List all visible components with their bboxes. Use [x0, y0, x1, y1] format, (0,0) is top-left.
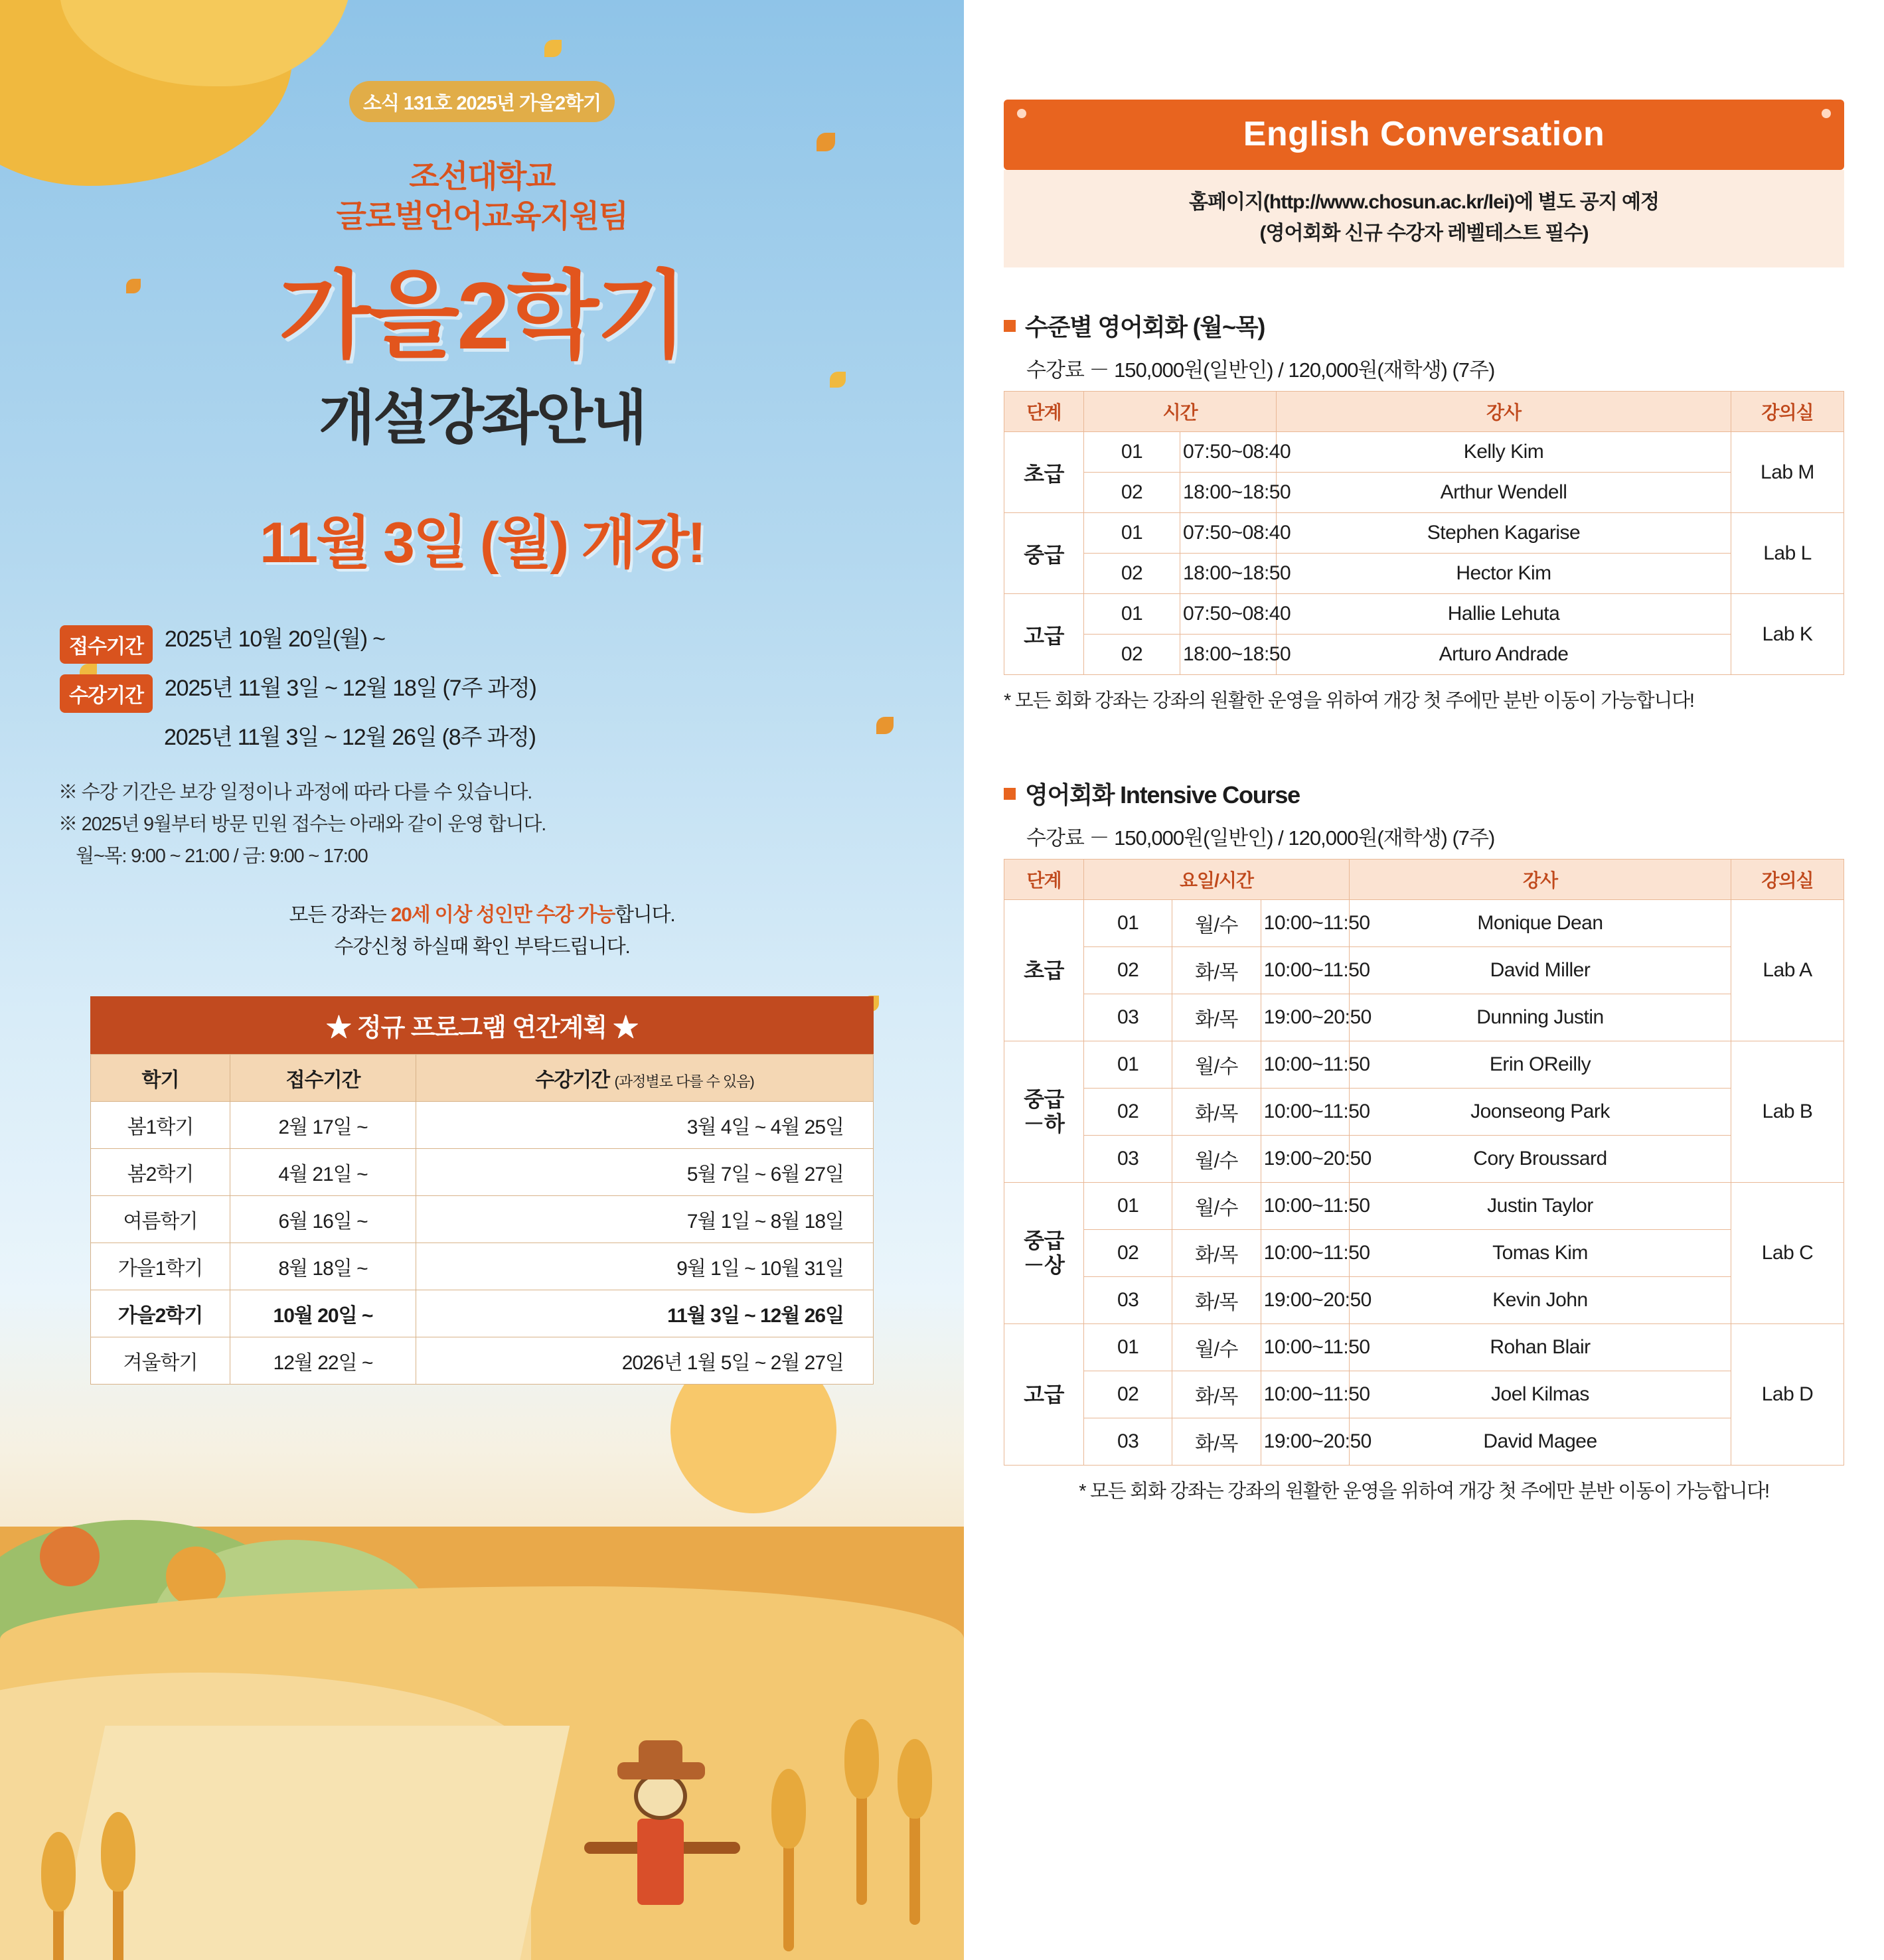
- teacher-cell: Arturo Andrade: [1277, 635, 1731, 675]
- small-tree-icon: [40, 1527, 100, 1586]
- table-row: [1004, 1089, 1844, 1136]
- annual-cell-apply: 12월 22일 ~: [230, 1337, 416, 1384]
- class-number-cell: 01: [1084, 1041, 1172, 1089]
- organization-name: [0, 157, 964, 236]
- days-cell: 화/목: [1172, 947, 1261, 994]
- section1-fee: 수강료 － 150,000원(일반인) / 120,000원(재학생) (7주): [1026, 358, 1495, 382]
- section1-table: [1004, 391, 1844, 675]
- level-cell: 초급: [1004, 432, 1084, 513]
- days-cell: 월/수: [1172, 1041, 1261, 1089]
- room-cell: Lab B: [1731, 1041, 1844, 1183]
- section1-title-label: 수준별 영어회화 (월~목): [1025, 313, 1265, 340]
- annual-table-header-row: [91, 1054, 874, 1101]
- days-cell: 화/목: [1172, 1418, 1261, 1466]
- pin-left-icon: [1017, 109, 1026, 118]
- table-row: [1004, 432, 1844, 473]
- section2-title-label: 영어회화 Intensive Course: [1025, 781, 1300, 808]
- org-line-2: 글로벌언어교육지원팀: [336, 198, 628, 234]
- class-number-cell: 03: [1084, 1418, 1172, 1466]
- annual-cell-apply: 2월 17일 ~: [230, 1101, 416, 1148]
- table-row: [1004, 594, 1844, 635]
- section1-header-row: [1004, 392, 1844, 432]
- note-line-2: ※ 2025년 9월부터 방문 민원 접수는 아래와 같이 운영 합니다.: [58, 814, 546, 836]
- class-number-cell: 02: [1084, 1371, 1172, 1418]
- page-subtitle: 개설강좌안내: [318, 385, 646, 451]
- section1-footnote: * 모든 회화 강좌는 강좌의 원활한 운영을 위하여 개강 첫 주에만 분반 이동이 가능합니다!: [1004, 690, 1694, 712]
- teacher-cell: Arthur Wendell: [1277, 473, 1731, 513]
- level-cell-line: －상: [1023, 1253, 1065, 1277]
- teacher-cell: Stephen Kagarise: [1277, 513, 1731, 554]
- notice-line-1: 홈페이지(http://www.chosun.ac.kr/lei)에 별도 공지 예정: [1188, 191, 1660, 213]
- application-period-tag: 접수기간: [60, 625, 153, 664]
- section2-fee: 수강료 － 150,000원(일반인) / 120,000원(재학생) (7주): [1026, 826, 1495, 850]
- room-cell: Lab K: [1731, 594, 1844, 675]
- section2-col-level: 단계: [1004, 860, 1084, 900]
- table-row: [1004, 635, 1844, 675]
- teacher-cell: Justin Taylor: [1350, 1183, 1731, 1230]
- class-period-text-1: 2025년 11월 3일 ~ 12월 18일 (7주 과정): [164, 676, 536, 702]
- notice-line-2: (영어회화 신규 수강자 레벨테스트 필수): [1259, 222, 1589, 244]
- class-number-cell: 02: [1084, 554, 1180, 594]
- teacher-cell: Tomas Kim: [1350, 1230, 1731, 1277]
- time-cell: 10:00~11:50: [1261, 1324, 1349, 1371]
- table-row: [1004, 994, 1844, 1041]
- time-cell: 19:00~20:50: [1261, 994, 1349, 1041]
- teacher-cell: Hector Kim: [1277, 554, 1731, 594]
- class-number-cell: 03: [1084, 994, 1172, 1041]
- teacher-cell: Cory Broussard: [1350, 1136, 1731, 1183]
- level-cell-line: 초급: [1024, 958, 1064, 982]
- section2-header-row: [1004, 860, 1844, 900]
- days-cell: 화/목: [1172, 1230, 1261, 1277]
- annual-col-period-note: (과정별로 다를 수 있음): [614, 1073, 754, 1090]
- org-line-1: 조선대학교: [409, 159, 555, 194]
- teacher-cell: Hallie Lehuta: [1277, 594, 1731, 635]
- days-cell: 화/목: [1172, 1089, 1261, 1136]
- time-cell: 19:00~20:50: [1261, 1136, 1349, 1183]
- days-cell: 화/목: [1172, 994, 1261, 1041]
- annual-cell-term: 겨울학기: [91, 1337, 230, 1384]
- class-number-cell: 01: [1084, 594, 1180, 635]
- level-cell: [1004, 1324, 1084, 1466]
- annual-cell-apply: 4월 21일 ~: [230, 1148, 416, 1195]
- age-note-line-2: 수강신청 하실때 확인 부탁드립니다.: [334, 935, 630, 958]
- issue-badge: 소식 131호 2025년 가을2학기: [349, 81, 615, 122]
- note-line-3: 월~목: 9:00 ~ 21:00 / 금: 9:00 ~ 17:00: [76, 846, 368, 867]
- days-cell: 월/수: [1172, 1183, 1261, 1230]
- annual-col-period: [416, 1054, 874, 1101]
- teacher-cell: David Magee: [1350, 1418, 1731, 1466]
- table-row: [1004, 1183, 1844, 1230]
- section2-table: [1004, 859, 1844, 1466]
- level-cell-line: 중급: [1024, 1087, 1064, 1112]
- opening-date: 11월 3일 (월) 개강!: [260, 511, 704, 575]
- class-number-cell: 02: [1084, 1089, 1172, 1136]
- teacher-cell: Kevin John: [1350, 1277, 1731, 1324]
- table-row: [91, 1195, 874, 1243]
- poster-notes: [58, 777, 964, 873]
- age-note-suffix: 합니다.: [615, 903, 675, 926]
- table-row: [1004, 1418, 1844, 1466]
- time-cell: 10:00~11:50: [1261, 1371, 1349, 1418]
- annual-col-apply: 접수기간: [230, 1054, 416, 1101]
- class-number-cell: 01: [1084, 1324, 1172, 1371]
- class-number-cell: 01: [1084, 513, 1180, 554]
- time-cell: 07:50~08:40: [1180, 513, 1277, 554]
- class-period-text-2: 2025년 11월 3일 ~ 12월 26일 (8주 과정): [164, 725, 536, 751]
- annual-cell-period: 2026년 1월 5일 ~ 2월 27일: [416, 1337, 874, 1384]
- level-cell: [1004, 1041, 1084, 1183]
- annual-cell-period: 11월 3일 ~ 12월 26일: [416, 1290, 874, 1337]
- schedule-info: [60, 623, 964, 755]
- annual-cell-apply: 6월 16일 ~: [230, 1195, 416, 1243]
- section2-col-room: 강의실: [1731, 860, 1844, 900]
- annual-cell-apply: 8월 18일 ~: [230, 1243, 416, 1290]
- section2-col-daystime: 요일/시간: [1084, 860, 1350, 900]
- time-cell: 19:00~20:50: [1261, 1418, 1349, 1466]
- class-number-cell: 01: [1084, 1183, 1172, 1230]
- annual-plan-table: [90, 1054, 874, 1385]
- age-restriction-line: [0, 899, 964, 931]
- table-row: [1004, 1041, 1844, 1089]
- class-period-tag: 수강기간: [60, 674, 153, 713]
- annual-col-term: 학기: [91, 1054, 230, 1101]
- section1-col-level: 단계: [1004, 392, 1084, 432]
- table-row: [1004, 1136, 1844, 1183]
- annual-cell-term: 가을2학기: [91, 1290, 230, 1337]
- section2-col-teacher: 강사: [1350, 860, 1731, 900]
- class-number-cell: 03: [1084, 1277, 1172, 1324]
- level-cell: [1004, 1183, 1084, 1324]
- table-row: [1004, 513, 1844, 554]
- teacher-cell: Monique Dean: [1350, 900, 1731, 947]
- level-cell: [1004, 900, 1084, 1041]
- english-conversation-title: English Conversation: [1243, 115, 1605, 153]
- age-note-prefix: 모든 강좌는: [289, 903, 391, 926]
- class-number-cell: 02: [1084, 1230, 1172, 1277]
- age-note-highlight: 20세 이상 성인만 수강 가능: [390, 903, 615, 926]
- time-cell: 18:00~18:50: [1180, 554, 1277, 594]
- table-row: [1004, 1230, 1844, 1277]
- room-cell: Lab L: [1731, 513, 1844, 594]
- section2-footnote: * 모든 회화 강좌는 강좌의 원활한 운영을 위하여 개강 첫 주에만 분반 이동이 가능합니다!: [1079, 1481, 1769, 1502]
- room-cell: Lab D: [1731, 1324, 1844, 1466]
- table-row: [91, 1243, 874, 1290]
- days-cell: 화/목: [1172, 1277, 1261, 1324]
- teacher-cell: Joel Kilmas: [1350, 1371, 1731, 1418]
- level-cell-line: 고급: [1024, 1382, 1064, 1406]
- teacher-cell: Dunning Justin: [1350, 994, 1731, 1041]
- time-cell: 07:50~08:40: [1180, 594, 1277, 635]
- class-number-cell: 02: [1084, 947, 1172, 994]
- table-row: [1004, 1371, 1844, 1418]
- section1-col-teacher: 강사: [1277, 392, 1731, 432]
- annual-cell-apply: 10월 20일 ~: [230, 1290, 416, 1337]
- time-cell: 10:00~11:50: [1261, 1089, 1349, 1136]
- annual-col-period-label: 수강기간: [535, 1069, 610, 1091]
- annual-cell-term: 봄2학기: [91, 1148, 230, 1195]
- annual-cell-period: 9월 1일 ~ 10월 31일: [416, 1243, 874, 1290]
- english-conversation-notice: [1004, 170, 1844, 267]
- class-period-row: [60, 672, 964, 713]
- class-number-cell: 03: [1084, 1136, 1172, 1183]
- annual-cell-term: 여름학기: [91, 1195, 230, 1243]
- time-cell: 18:00~18:50: [1180, 635, 1277, 675]
- teacher-cell: Joonseong Park: [1350, 1089, 1731, 1136]
- teacher-cell: Erin OReilly: [1350, 1041, 1731, 1089]
- room-cell: Lab A: [1731, 900, 1844, 1041]
- table-row: [1004, 554, 1844, 594]
- class-number-cell: 02: [1084, 635, 1180, 675]
- english-conversation-header: [1004, 100, 1844, 170]
- annual-cell-period: 3월 4일 ~ 4월 25일: [416, 1101, 874, 1148]
- course-panel: [964, 0, 1884, 1960]
- pin-right-icon: [1822, 109, 1831, 118]
- teacher-cell: David Miller: [1350, 947, 1731, 994]
- time-cell: 18:00~18:50: [1180, 473, 1277, 513]
- age-restriction-note: [0, 899, 964, 963]
- section-title-level-conversation: [1004, 309, 1844, 342]
- annual-cell-period: 7월 1일 ~ 8월 18일: [416, 1195, 874, 1243]
- annual-plan-section: [90, 996, 874, 1385]
- time-cell: 10:00~11:50: [1261, 947, 1349, 994]
- days-cell: 월/수: [1172, 1324, 1261, 1371]
- note-line-1: ※ 수강 기간은 보강 일정이나 과정에 따라 다를 수 있습니다.: [58, 782, 532, 804]
- application-period-row: [60, 623, 964, 664]
- level-cell: 고급: [1004, 594, 1084, 675]
- time-cell: 10:00~11:50: [1261, 1230, 1349, 1277]
- time-cell: 19:00~20:50: [1261, 1277, 1349, 1324]
- time-cell: 10:00~11:50: [1261, 1183, 1349, 1230]
- bullet-square-icon: [1004, 320, 1016, 332]
- table-row: [91, 1101, 874, 1148]
- room-cell: Lab C: [1731, 1183, 1844, 1324]
- table-row: [1004, 473, 1844, 513]
- annual-cell-term: 봄1학기: [91, 1101, 230, 1148]
- level-cell: 중급: [1004, 513, 1084, 594]
- table-row: [91, 1290, 874, 1337]
- time-cell: 10:00~11:50: [1261, 900, 1349, 947]
- level-cell-line: －하: [1023, 1112, 1065, 1136]
- class-number-cell: 01: [1084, 900, 1172, 947]
- class-number-cell: 02: [1084, 473, 1180, 513]
- teacher-cell: Rohan Blair: [1350, 1324, 1731, 1371]
- level-cell-line: 중급: [1024, 1229, 1064, 1253]
- time-cell: 07:50~08:40: [1180, 432, 1277, 473]
- room-cell: Lab M: [1731, 432, 1844, 513]
- table-row: [1004, 947, 1844, 994]
- teacher-cell: Kelly Kim: [1277, 432, 1731, 473]
- days-cell: 화/목: [1172, 1371, 1261, 1418]
- class-number-cell: 01: [1084, 432, 1180, 473]
- table-row: [91, 1148, 874, 1195]
- days-cell: 월/수: [1172, 1136, 1261, 1183]
- table-row: [1004, 1277, 1844, 1324]
- table-row: [91, 1337, 874, 1384]
- annual-plan-title: ★ 정규 프로그램 연간계획 ★: [90, 996, 874, 1054]
- section1-col-time: 시간: [1084, 392, 1277, 432]
- annual-cell-period: 5월 7일 ~ 6월 27일: [416, 1148, 874, 1195]
- section1-col-room: 강의실: [1731, 392, 1844, 432]
- page-title: 가을2학기: [278, 264, 686, 370]
- application-period-text: 2025년 10월 20일(월) ~: [164, 627, 385, 652]
- bullet-square-icon: [1004, 788, 1016, 800]
- section-title-intensive-course: [1004, 777, 1844, 810]
- table-row: [1004, 1324, 1844, 1371]
- days-cell: 월/수: [1172, 900, 1261, 947]
- table-row: [1004, 900, 1844, 947]
- time-cell: 10:00~11:50: [1261, 1041, 1349, 1089]
- annual-cell-term: 가을1학기: [91, 1243, 230, 1290]
